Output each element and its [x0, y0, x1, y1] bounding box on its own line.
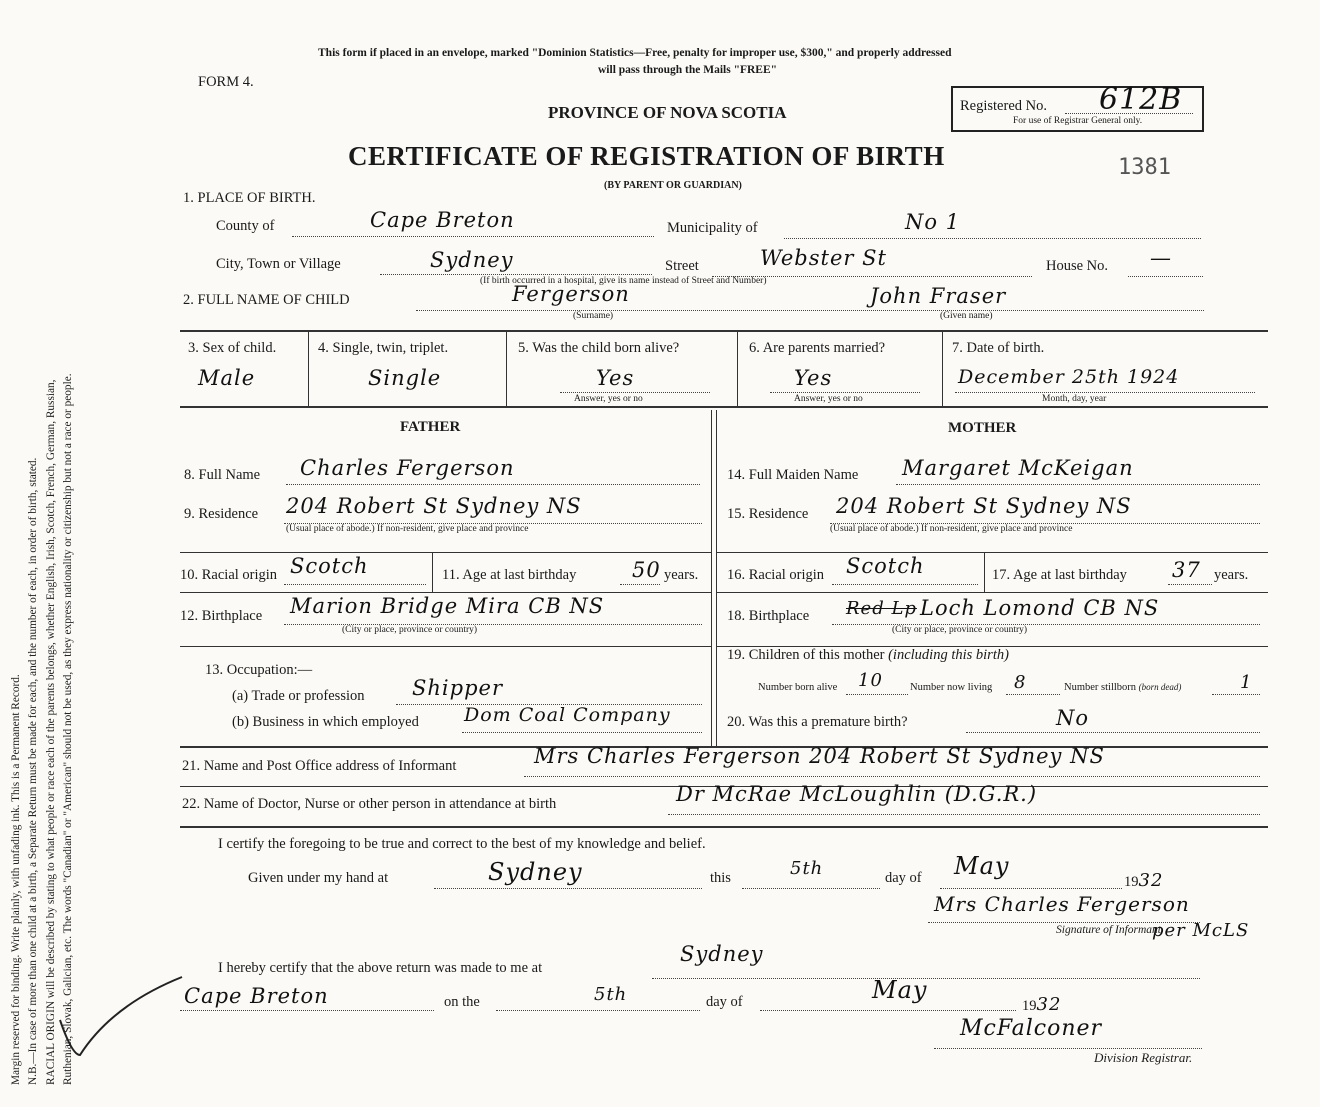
registrar-year-prefix: 19 [1022, 998, 1037, 1014]
given-year [1124, 870, 1163, 891]
margin-line-1: Margin reserved for binding. Write plainly, with unfading ink. This is a Permanent Record. [10, 674, 22, 1085]
page-title: CERTIFICATE OF REGISTRATION OF BIRTH [348, 141, 945, 171]
page-subtitle: (BY PARENT OR GUARDIAN) [604, 180, 742, 191]
given-place: Sydney [488, 858, 583, 886]
father-name-value: Charles Fergerson [300, 456, 515, 480]
born-alive-label: Number born alive [758, 682, 838, 693]
father-racial-value: Scotch [290, 554, 369, 578]
father-age-label: 11. Age at last birthday [442, 567, 577, 583]
born-alive-value: 10 [858, 670, 883, 691]
living-value: 8 [1014, 672, 1027, 693]
municipality-value: No 1 [905, 210, 961, 234]
child-name-label: 2. FULL NAME OF CHILD [183, 292, 350, 308]
street-value: Webster St [760, 246, 887, 270]
margin-instructions [8, 25, 78, 1085]
trade-value: Shipper [412, 676, 503, 700]
dob-value: December 25th 1924 [958, 366, 1180, 388]
father-age-value: 50 [632, 558, 661, 582]
children-note: (including this birth) [888, 647, 1009, 663]
mother-residence-label: 15. Residence [727, 506, 809, 522]
father-heading: FATHER [400, 419, 461, 435]
father-name-label: 8. Full Name [184, 467, 261, 483]
father-residence-value: 204 Robert St Sydney NS [286, 494, 582, 518]
stillborn-label [1064, 682, 1181, 693]
mother-birthplace-caption: (City or place, province or country) [892, 625, 1028, 635]
municipality-label: Municipality of [667, 220, 758, 236]
father-age-unit: years. [664, 567, 699, 583]
margin-line-3: RACIAL ORIGIN will be described by stating to what people or race each of the parents belongs, whether English, Irish, Scotch, French, German, Russian, [44, 379, 57, 1085]
given-day: 5th [790, 858, 824, 879]
father-birthplace-value: Marion Bridge Mira CB NS [290, 594, 605, 618]
mother-name-value: Margaret McKeigan [902, 456, 1134, 480]
plurality-value: Single [368, 366, 442, 390]
married-caption: Answer, yes or no [794, 394, 863, 404]
children-label [727, 647, 1009, 664]
child-surname: Fergerson [512, 282, 630, 306]
margin-line-4: Ruthenian, Slovak, Galician, etc. The words "Canadian" or "American" should not be used, as they express nationality or citizenship but not a race or people. [62, 373, 75, 1085]
father-birthplace-label: 12. Birthplace [180, 608, 263, 624]
place-of-birth-heading: 1. PLACE OF BIRTH. [183, 190, 316, 206]
county-value: Cape Breton [370, 208, 515, 232]
living-label: Number now living [910, 682, 993, 693]
form-number: FORM 4. [198, 74, 254, 90]
mail-notice-2: will pass through the Mails "FREE" [598, 64, 778, 76]
occupation-label: 13. Occupation:— [205, 662, 313, 678]
certify-statement: I certify the foregoing to be true and correct to the best of my knowledge and belief. [218, 836, 706, 852]
registrar-year-value: 32 [1036, 994, 1062, 1015]
mother-age-value: 37 [1172, 558, 1201, 582]
county-label: County of [216, 218, 275, 234]
province-heading: PROVINCE OF NOVA SCOTIA [548, 103, 787, 122]
informant-signature: Mrs Charles Fergerson [934, 892, 1190, 916]
registered-box [951, 82, 1204, 132]
father-residence-label: 9. Residence [184, 506, 259, 522]
stillborn-value: 1 [1240, 672, 1253, 693]
informant-label: 21. Name and Post Office address of Informant [182, 758, 457, 774]
registrar-year [1022, 994, 1061, 1015]
mail-notice-1: This form if placed in an envelope, marked "Dominion Statistics—Free, penalty for improper use, $300," and properly addressed [318, 47, 952, 59]
sex-label: 3. Sex of child. [188, 340, 277, 356]
stillborn-label-text: Number stillborn [1064, 682, 1137, 693]
check-mark-icon [52, 975, 192, 1065]
given-month: May [954, 852, 1010, 880]
sex-value: Male [198, 366, 256, 390]
house-label: House No. [1046, 258, 1109, 274]
father-residence-caption: (Usual place of abode.) If non-resident, give place and province [286, 524, 529, 534]
street-label: Street [665, 258, 699, 274]
registrar-on-the-label: on the [444, 994, 480, 1010]
margin-line-2: N.B.—In case of more than one child at a birth, a Separate Return must be made for each, and the number of each, in order of birth, stated. [27, 457, 40, 1085]
alive-label: 5. Was the child born alive? [518, 340, 680, 356]
mother-heading: MOTHER [948, 420, 1017, 436]
mother-birthplace-struck: Red Lp [846, 598, 917, 619]
registrar-signature: McFalconer [960, 1016, 1103, 1041]
registrar-day: 5th [594, 984, 628, 1005]
registered-number: 612B [1099, 82, 1183, 117]
business-value: Dom Coal Company [464, 704, 671, 726]
mother-birthplace-value: Loch Lomond CB NS [920, 596, 1160, 620]
house-value: — [1150, 246, 1172, 270]
premature-label: 20. Was this a premature birth? [727, 714, 908, 730]
attendant-value: Dr McRae McLoughlin (D.G.R.) [676, 782, 1038, 806]
given-label: Given under my hand at [248, 870, 389, 886]
mother-residence-value: 204 Robert St Sydney NS [836, 494, 1132, 518]
registrar-month: May [872, 976, 928, 1004]
married-value: Yes [794, 366, 833, 390]
city-label: City, Town or Village [216, 256, 341, 272]
given-day-of-label: day of [885, 870, 922, 886]
registrar-caption: Division Registrar. [1094, 1050, 1193, 1065]
children-label-text: 19. Children of this mother [727, 647, 885, 663]
registrar-statement: I hereby certify that the above return was made to me at [218, 960, 543, 976]
registrar-place: Sydney [680, 942, 764, 966]
signature-suffix: per McLS [1152, 920, 1250, 941]
mother-racial-label: 16. Racial origin [727, 567, 825, 583]
father-racial-label: 10. Racial origin [180, 567, 278, 583]
dob-label: 7. Date of birth. [952, 340, 1045, 356]
surname-caption: (Surname) [573, 311, 614, 321]
dob-caption: Month, day, year [1042, 394, 1107, 404]
registrar-county: Cape Breton [184, 984, 329, 1008]
mother-residence-caption: (Usual place of abode.) If non-resident, give place and province [830, 524, 1073, 534]
trade-label: (a) Trade or profession [232, 688, 365, 704]
signature-caption: Signature of Informant [1056, 924, 1161, 936]
child-given-name: John Fraser [870, 284, 1007, 308]
given-caption: (Given name) [940, 311, 993, 321]
stamp-number: 1381 [1118, 155, 1171, 180]
hospital-note: (If birth occurred in a hospital, give its name instead of Street and Number) [480, 276, 767, 286]
premature-value: No [1056, 706, 1090, 730]
given-year-prefix: 19 [1124, 874, 1139, 890]
married-label: 6. Are parents married? [749, 340, 886, 356]
attendant-label: 22. Name of Doctor, Nurse or other person in attendance at birth [182, 796, 557, 812]
registered-label: Registered No. [960, 98, 1047, 114]
informant-value: Mrs Charles Fergerson 204 Robert St Sydney NS [534, 744, 1105, 768]
given-year-value: 32 [1138, 870, 1164, 891]
mother-name-label: 14. Full Maiden Name [727, 467, 859, 483]
alive-caption: Answer, yes or no [574, 394, 643, 404]
mother-age-unit: years. [1214, 567, 1249, 583]
alive-value: Yes [596, 366, 635, 390]
mother-racial-value: Scotch [846, 554, 925, 578]
plurality-label: 4. Single, twin, triplet. [318, 340, 449, 356]
city-value: Sydney [430, 248, 514, 272]
father-birthplace-caption: (City or place, province or country) [342, 625, 478, 635]
mother-age-label: 17. Age at last birthday [992, 567, 1127, 583]
registrar-day-of-label: day of [706, 994, 743, 1010]
stillborn-note: (born dead) [1138, 682, 1182, 692]
business-label: (b) Business in which employed [232, 714, 419, 730]
given-this-label: this [710, 870, 731, 886]
registrar-note: For use of Registrar General only. [1013, 116, 1143, 126]
mother-birthplace-label: 18. Birthplace [727, 608, 810, 624]
